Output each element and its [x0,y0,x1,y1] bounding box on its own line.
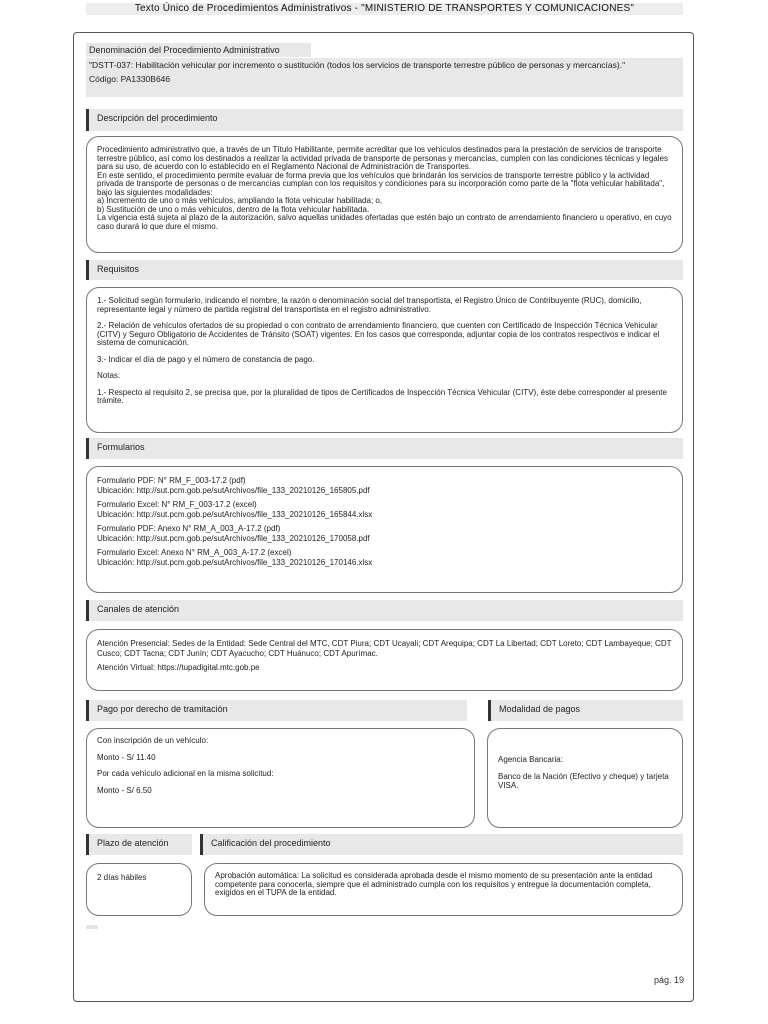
plazo-value: 2 días hábiles [97,873,147,882]
requisito-item: 1.- Solicitud según formulario, indicando el nombre, la razón o denominación social del transportista, el Registro Único de Contribuyente (RUC), domicilio, representante legal y número de partida registral del transportista en el registro administrativo. [97,296,642,314]
pago-box [86,728,475,828]
descripcion-section-header: Descripción del procedimiento [86,109,683,131]
formulario-item [97,524,672,543]
pago-amount: Monto - S/ 6.50 [97,785,152,795]
pago-section-header: Pago por derecho de tramitación [86,700,467,721]
descripcion-paragraph: En este sentido, el procedimiento permite evaluar de forma previa que los vehículos que brindarán los servicios de transporte terrestre público y la actividad privada de transporte de personas o de mercancías cumplan con los requisitos y condiciones para su incorporación como parte de la "flota vehicular habilitada", bajo las siguientes modalidades: [97,170,665,197]
modalidad-box [487,728,683,828]
formulario-name: Formulario PDF: Anexo N° RM_A_003_A-17.2 (pdf) [97,524,281,533]
procedure-code: Código: PA1330B646 [89,73,171,84]
descripcion-paragraph: Procedimiento administrativo que, a través de un Título Habilitante, permite acreditar que los vehículos destinados para la prestación de servicios de transporte terrestre público, así como los destinados a realizar la actividad privada de transporte de personas y mercancías, cumplen con las condiciones técnicas y legales para su uso, de acuerdo con lo establecido en el Reglamento Nacional de Administración de Transportes. [97,145,668,171]
modalidad-line: Banco de la Nación (Efectivo y cheque) y tarjeta VISA. [498,772,669,790]
formulario-link[interactable]: Ubicación: http://sut.pcm.gob.pe/sutArchivos/file_133_20210126_170058.pdf [97,533,370,543]
pago-line: Por cada vehículo adicional en la misma solicitud: [97,769,274,778]
formulario-link[interactable]: Ubicación: http://sut.pcm.gob.pe/sutArchivos/file_133_20210126_165805.pdf [97,485,370,495]
requisitos-section-header: Requisitos [86,260,683,280]
requisitos-box [86,287,683,433]
document-header: Texto Único de Procedimientos Administrativos - "MINISTERIO DE TRANSPORTES Y COMUNICACIONES" [86,3,683,15]
formulario-item [97,500,672,519]
canales-box [86,629,683,691]
pago-line: Con inscripción de un vehículo: [97,736,209,745]
nota-item: 1.- Respecto al requisito 2, se precisa que, por la pluralidad de tipos de Certificados de Inspección Técnica Vehicular (CITV), éste debe corresponder al presente trámite. [97,387,667,405]
modalidad-line: Agencia Bancaria: [498,755,563,764]
descripcion-box [86,136,683,253]
plazo-section-header: Plazo de atención [86,834,192,855]
formulario-item [97,476,672,495]
atencion-presencial: Atención Presencial: Sedes de la Entidad: Sede Central del MTC, CDT Piura; CDT Ucayali; CDT Arequipa; CDT La Libertad; CDT Loreto; CDT Lambayeque; CDT Cusco; CDT Tacna; CDT Junín; CDT Ayacucho; CDT Huánuco; CDT Apurímac. [97,639,672,658]
atencion-virtual[interactable]: Atención Virtual: https://tupadigital.mtc.gob.pe [97,663,260,672]
calificacion-box [204,863,683,916]
formulario-link[interactable]: Ubicación: http://sut.pcm.gob.pe/sutArchivos/file_133_20210126_165844.xlsx [97,509,373,519]
formulario-item [97,548,672,567]
modalidad-section-header: Modalidad de pagos [488,700,683,721]
denominacion-label: Denominación del Procedimiento Administrativo [86,43,311,57]
descripcion-paragraph: La vigencia está sujeta al plazo de la autorización, salvo aquellas unidades ofertadas que estén bajo un contrato de arrendamiento financiero u operativo, en cuyo caso durará lo que dure el mismo. [97,213,672,231]
formulario-name: Formulario Excel: N° RM_F_003-17.2 (excel) [97,500,257,509]
formularios-box [86,466,683,593]
calificacion-section-header: Calificación del procedimiento [200,834,683,855]
canales-section-header: Canales de atención [86,600,683,621]
formulario-link[interactable]: Ubicación: http://sut.pcm.gob.pe/sutArchivos/file_133_20210126_170146.xlsx [97,557,373,567]
descripcion-item: a) Incremento de uno o más vehículos, ampliando la flota vehicular habilitada; o, [97,196,383,205]
requisito-item: 3.- Indicar el día de pago y el número de constancia de pago. [97,354,315,364]
formulario-name: Formulario PDF: N° RM_F_003-17.2 (pdf) [97,476,246,485]
formularios-section-header: Formularios [86,438,683,459]
plazo-box [86,863,192,916]
divider-mark [86,925,98,929]
notas-label: Notas: [97,371,121,380]
page-number: pág. 19 [653,975,684,985]
calificacion-value: Aprobación automática: La solicitud es considerada aprobada desde el mismo momento de su presentación ante la entidad competente para conocerla, siempre que el administrado cumpla con los requisitos y entregue la documentación completa, exigidos en el TUPA de la entidad. [215,871,653,897]
procedure-title-block [86,58,683,97]
pago-amount: Monto - S/ 11.40 [97,752,156,762]
requisito-item: 2.- Relación de vehículos ofertados de su propiedad o con contrato de arrendamiento financiero, que cuenten con Certificado de Inspección Técnica Vehicular (CITV) y Seguro Obligatorio de Accidentes de Tránsito (SOAT) vigentes. En los casos que corresponda, adjuntar copia de los contratos respectivos e indicar el sistema de comunicación. [97,321,660,347]
formulario-name: Formulario Excel: Anexo N° RM_A_003_A-17.2 (excel) [97,548,292,557]
descripcion-item: b) Sustitución de uno o más vehículos, dentro de la flota vehicular habilitada. [97,204,370,214]
procedure-title: "DSTT-037: Habilitación vehicular por incremento o sustitución (todos los servicios de transporte terrestre público de personas y mercancías)." [89,60,626,70]
